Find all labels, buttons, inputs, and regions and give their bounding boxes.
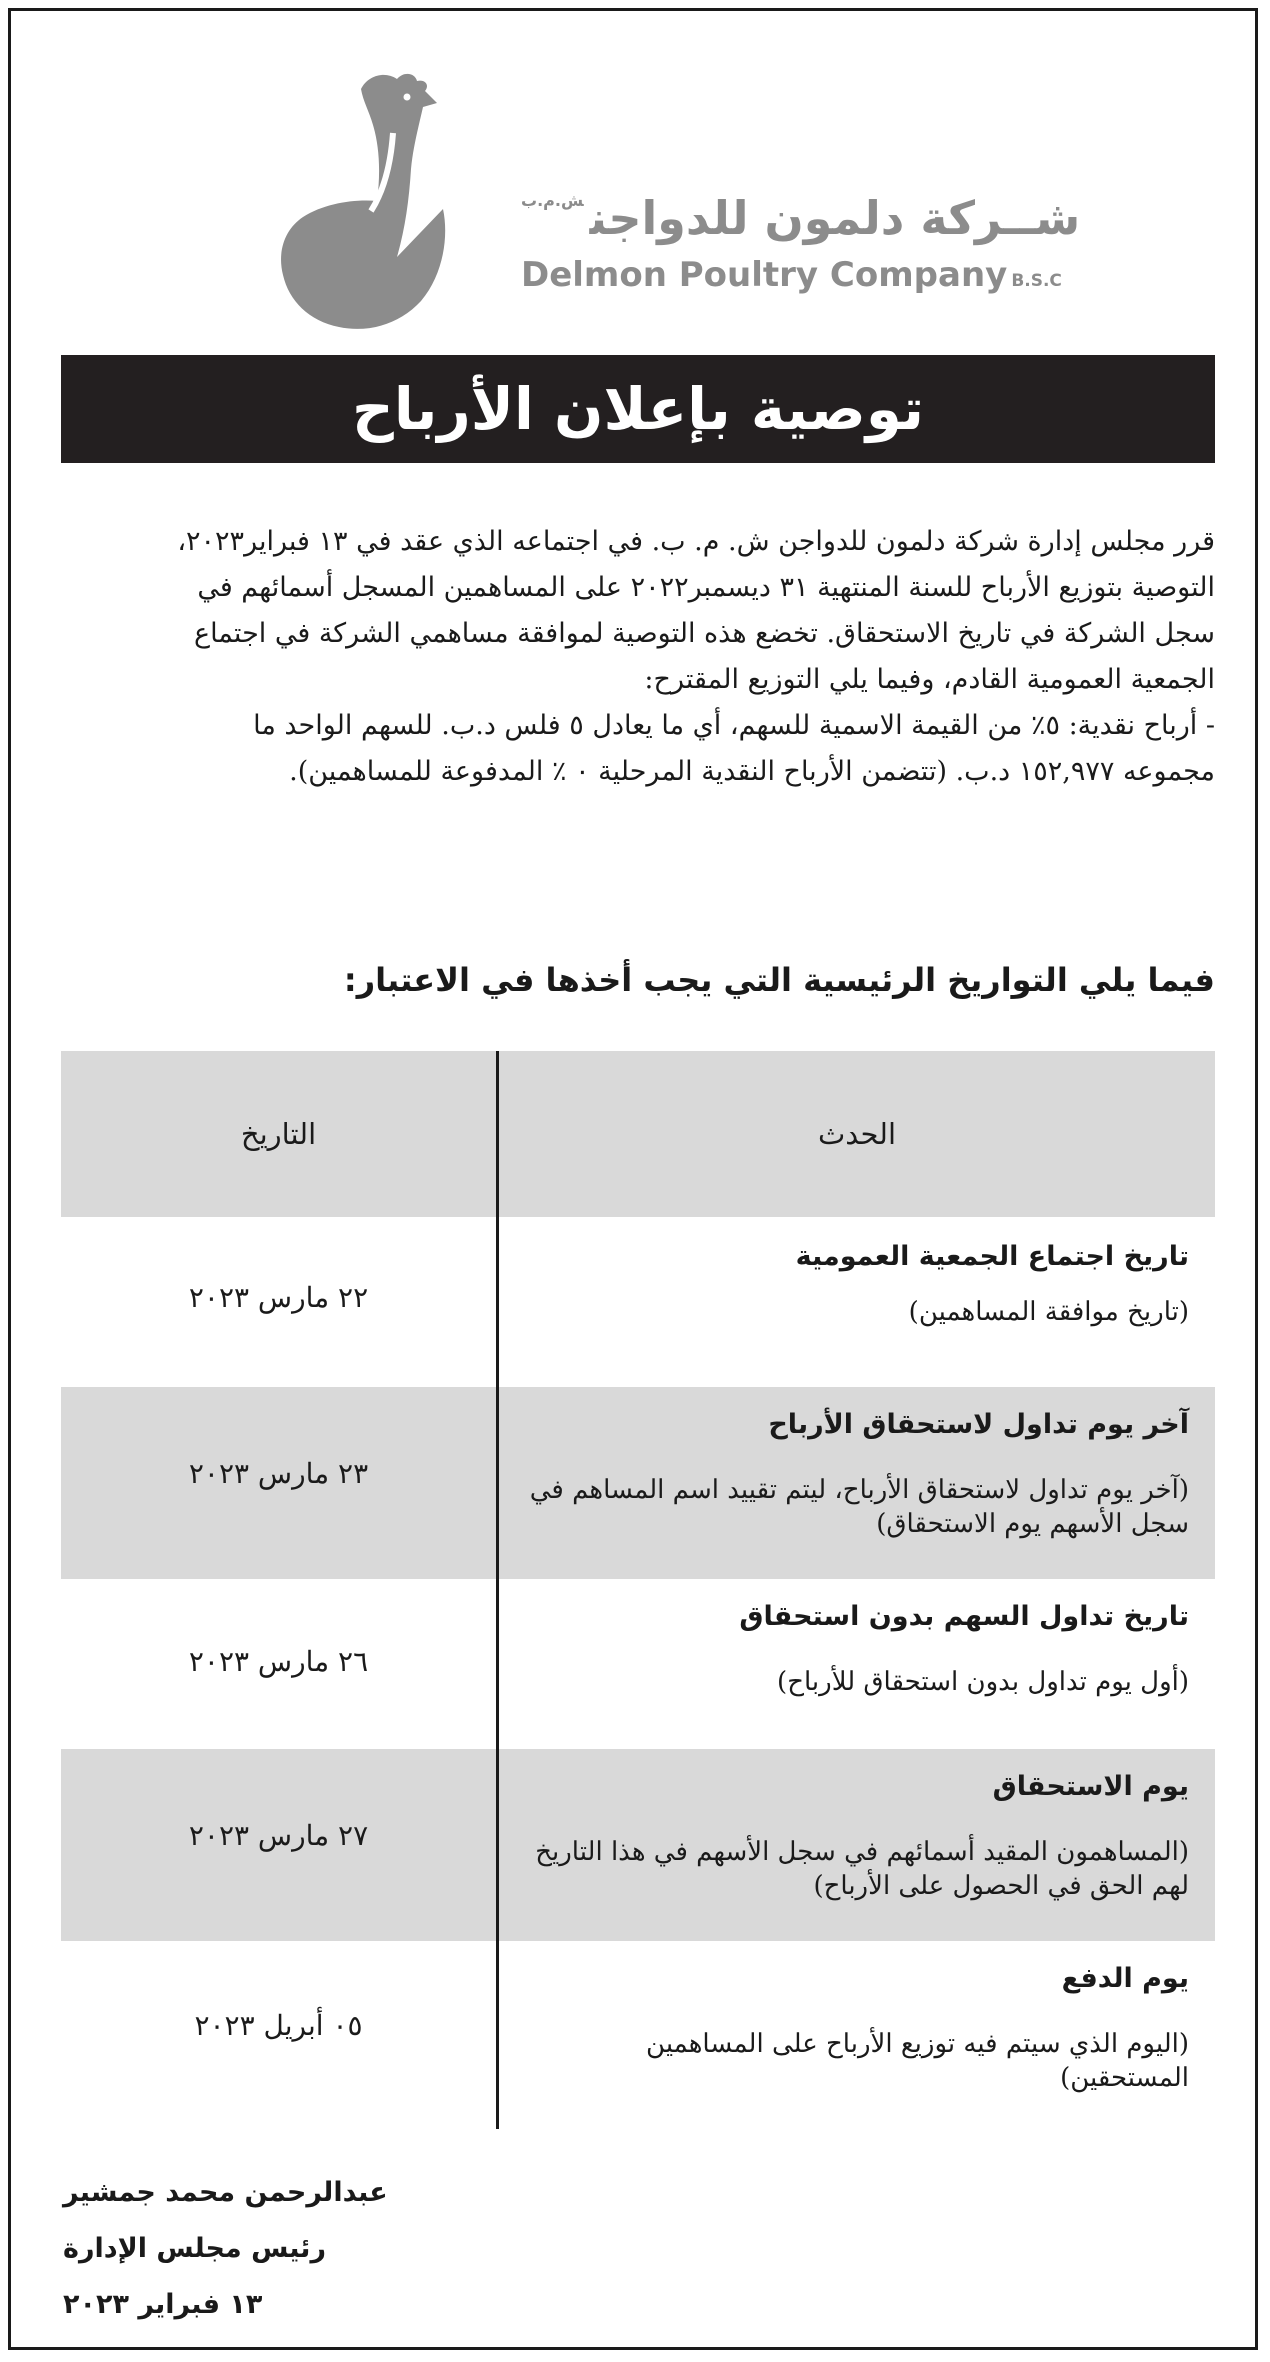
logo-arabic-name [521, 191, 1080, 245]
body-line: التوصية بتوزيع الأرباح للسنة المنتهية ٣١ ديسمبر٢٠٢٢ على المساهمين المسجل أسمائهم في [197, 572, 1215, 603]
body-line: - أرباح نقدية: ٥٪ من القيمة الاسمية للسهم، أي ما يعادل ٥ فلس د.ب. للسهم الواحد ما [253, 710, 1215, 741]
table-row [61, 1941, 1215, 2129]
event-note: (تاريخ موافقة المساهمين) [908, 1297, 1189, 1327]
table-row [61, 1579, 1215, 1749]
event-cell [521, 1407, 1189, 1541]
date-cell: ٢٧ مارس ٢٠٢٣ [188, 1819, 369, 1852]
table-header [61, 1051, 1215, 1217]
date-cell: ٢٣ مارس ٢٠٢٣ [188, 1457, 369, 1490]
logo-english-name [521, 255, 1062, 295]
event-title: يوم الدفع [1061, 1963, 1189, 1994]
logo-arabic-text: شــركة دلمون للدواجن [589, 191, 1081, 245]
logo-english-text: Delmon Poultry Company [521, 255, 1008, 295]
event-title: آخر يوم تداول لاستحقاق الأرباح [768, 1409, 1189, 1440]
signatory-name: عبدالرحمن محمد جمشير [63, 2177, 388, 2208]
table-row [61, 1387, 1215, 1579]
event-note: (أول يوم تداول بدون استحقاق للأرباح) [777, 1667, 1189, 1697]
date-cell: ٠٥ أبريل ٢٠٢٣ [194, 2009, 363, 2042]
body-line: قرر مجلس إدارة شركة دلمون للدواجن ش. م. ب. في اجتماعه الذي عقد في ١٣ فبراير٢٠٢٣، [177, 526, 1215, 557]
date-cell: ٢٦ مارس ٢٠٢٣ [188, 1645, 369, 1678]
announcement-page [8, 8, 1258, 2350]
body-line: الجمعية العمومية القادم، وفيما يلي التوزيع المقترح: [644, 664, 1215, 695]
body-line: سجل الشركة في تاريخ الاستحقاق. تخضع هذه التوصية لموافقة مساهمي الشركة في اجتماع [193, 618, 1215, 649]
date-cell: ٢٢ مارس ٢٠٢٣ [188, 1281, 369, 1314]
event-title: يوم الاستحقاق [992, 1771, 1189, 1802]
signature-block [63, 2165, 463, 2333]
signatory-role: رئيس مجلس الإدارة [63, 2233, 326, 2264]
signature-date: ١٣ فبراير ٢٠٢٣ [63, 2289, 263, 2320]
announcement-body [61, 519, 1215, 795]
header-event: الحدث [817, 1117, 897, 1151]
key-dates-table [61, 1051, 1215, 2129]
event-cell [521, 1961, 1189, 2095]
event-cell [521, 1599, 1189, 1699]
page-title: توصية بإعلان الأرباح [61, 355, 1215, 463]
event-title: تاريخ تداول السهم بدون استحقاق [739, 1601, 1189, 1632]
header-date: التاريخ [240, 1117, 317, 1151]
event-cell [521, 1769, 1189, 1903]
body-line: مجموعه ١٥٢,٩٧٧ د.ب. (تتضمن الأرباح النقدية المرحلية ٠ ٪ المدفوعة للمساهمين). [289, 756, 1215, 787]
logo-arabic-suffix: ش.م.ب [521, 191, 584, 210]
logo-english-suffix: B.S.C [1011, 271, 1062, 291]
event-note: (آخر يوم تداول لاستحقاق الأرباح، ليتم تقييد اسم المساهم في سجل الأسهم يوم الاستحقاق) [529, 1475, 1189, 1539]
table-row [61, 1749, 1215, 1941]
event-note: (المساهمون المقيد أسمائهم في سجل الأسهم في هذا التاريخ لهم الحق في الحصول على الأرباح) [535, 1837, 1189, 1901]
event-note: (اليوم الذي سيتم فيه توزيع الأرباح على المساهمين المستحقين) [646, 2029, 1189, 2093]
event-title: تاريخ اجتماع الجمعية العمومية [795, 1241, 1189, 1272]
rooster-icon [273, 61, 533, 341]
company-logo [273, 61, 1081, 341]
event-cell [521, 1239, 1189, 1329]
column-divider [496, 1051, 499, 2129]
key-dates-heading: فيما يلي التواريخ الرئيسية التي يجب أخذها في الاعتبار: [343, 961, 1215, 999]
